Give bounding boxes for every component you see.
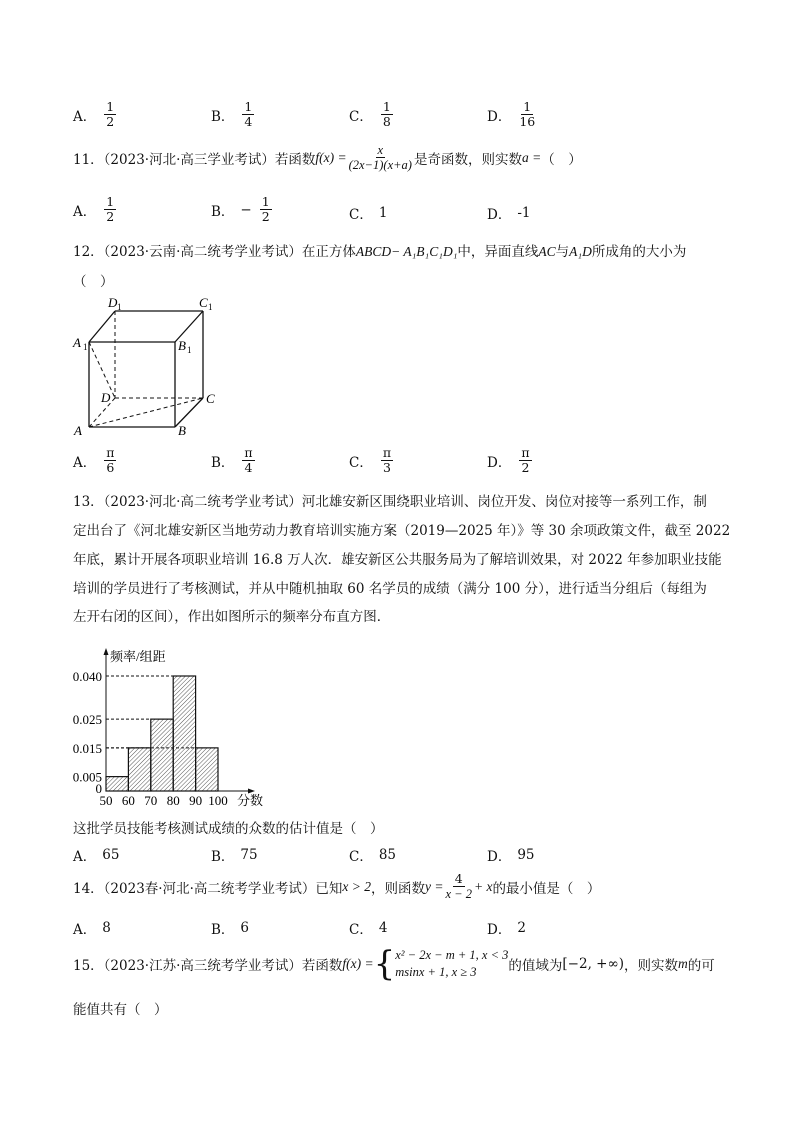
q15-line2: 能值共有（ ）	[73, 1002, 168, 1018]
option-text: 85	[378, 847, 397, 863]
q15-range: [−2, +∞)	[562, 956, 624, 972]
minus-sign: −	[240, 201, 252, 218]
option-text: 4	[378, 920, 388, 936]
option-label: B．	[211, 922, 235, 938]
fraction	[381, 446, 393, 475]
denominator: 6	[106, 460, 115, 475]
numerator: 1	[244, 99, 253, 114]
fraction	[381, 100, 393, 129]
denominator: 4	[244, 114, 253, 129]
q13-line: 13．（2023·河北·高二统考学业考试）河北雄安新区围绕职业培训、岗位开发、岗位对接等一系列工作，制	[73, 494, 707, 510]
histogram-bar	[151, 719, 173, 791]
y-axis-arrow	[104, 648, 109, 655]
numerator: x	[377, 143, 384, 157]
line-ac: AC	[538, 244, 556, 259]
numerator: 1	[106, 194, 115, 209]
left-brace: {	[373, 944, 396, 984]
y-tick-label: 0.015	[72, 740, 102, 756]
x-tick-label: 50	[99, 793, 113, 808]
q12-stem	[73, 240, 686, 260]
option-text: 1	[378, 205, 388, 221]
q11-suffix: 是奇函数，则实数	[413, 151, 522, 168]
q12-option-d[interactable]	[487, 446, 534, 475]
option-text: 6	[240, 920, 250, 936]
vertex-d1: D	[108, 295, 118, 310]
option-label: B．	[211, 108, 235, 125]
option-label: A．	[73, 203, 97, 220]
option-label: C．	[349, 454, 373, 471]
option-label: D．	[487, 922, 512, 938]
q13-line: 定出台了《河北雄安新区当地劳动力教育培训实施方案（2019—2025 年）》等 30 余项政策文件，截至 2022	[73, 523, 731, 539]
x-tick-label: 90	[189, 793, 203, 808]
fraction	[242, 100, 254, 129]
q11-option-c[interactable]	[349, 203, 387, 223]
option-label: C．	[349, 108, 373, 125]
q13-option-c[interactable]	[349, 845, 396, 865]
q10-option-a[interactable]	[73, 100, 118, 129]
vertex-a: A	[74, 423, 82, 438]
q13-option-b[interactable]	[211, 845, 258, 865]
subscript: 1	[83, 342, 88, 352]
fraction	[104, 195, 116, 224]
fraction	[519, 446, 531, 475]
q13-option-d[interactable]	[487, 845, 535, 865]
y-tick-label: 0.025	[72, 712, 102, 728]
q15-stem	[73, 944, 715, 984]
q14-function: y =	[424, 878, 444, 894]
option-text: -1	[517, 205, 531, 221]
q14-option-c[interactable]	[349, 918, 387, 938]
option-label: A．	[73, 454, 97, 471]
denominator: 2	[106, 209, 115, 224]
q11-option-a[interactable]	[73, 195, 118, 224]
q15-mid: 的值域为	[508, 958, 563, 974]
denominator: (2x−1)(x+a)	[348, 158, 412, 172]
option-text: 2	[517, 920, 526, 936]
q14-option-d[interactable]	[487, 918, 526, 938]
denominator: 8	[382, 114, 391, 129]
numerator: 1	[261, 194, 270, 209]
vertex-c: C	[206, 391, 215, 406]
q15-suffix: ，则实数	[623, 958, 678, 974]
histogram-bar	[128, 748, 150, 791]
q14-option-a[interactable]	[73, 918, 111, 938]
x-axis-label: 分数	[237, 793, 264, 808]
histogram-bar	[106, 777, 128, 791]
q15-end: 的可	[687, 958, 715, 974]
numerator: π	[521, 445, 530, 460]
case-1: x² − 2x − m + 1, x < 3	[395, 948, 509, 962]
q10-option-d[interactable]	[487, 100, 537, 129]
option-label: A．	[73, 108, 97, 125]
y-axis-label: 频率/组距	[110, 649, 166, 664]
denominator: 3	[382, 460, 391, 475]
q14-suffix: 的最小值是（ ）	[492, 880, 601, 897]
q14-prefix: 14．（2023春·河北·高二统考学业考试）已知	[73, 880, 343, 897]
q14-plus-x: + x	[473, 878, 493, 894]
option-label: D．	[487, 108, 512, 125]
q11-prefix: 11．（2023·河北·高三学业考试）若函数	[73, 151, 316, 168]
x-tick-label: 80	[166, 793, 180, 808]
q14-condition: x > 2	[342, 878, 371, 894]
subscript: 1	[187, 345, 192, 355]
piecewise	[373, 944, 509, 984]
q11-stem	[73, 143, 582, 172]
x-tick-label: 100	[208, 793, 228, 808]
subscript: 1	[208, 302, 213, 312]
option-text: 95	[517, 847, 535, 863]
option-label: B．	[211, 454, 235, 471]
option-label: A．	[73, 849, 97, 865]
cube-name: ABCD− A₁B₁C₁D₁	[355, 244, 458, 259]
q14-mid: ，则函数	[370, 880, 425, 897]
vertex-b1: B	[178, 338, 186, 353]
q15-prefix: 15．（2023·江苏·高三统考学业考试）若函数	[73, 958, 343, 974]
option-label: C．	[349, 922, 373, 938]
option-label: D．	[487, 207, 512, 223]
option-label: D．	[487, 849, 512, 865]
q13-line: 左开右闭的区间），作出如图所示的频率分布直方图．	[73, 609, 391, 625]
option-label: B．	[211, 203, 235, 220]
fraction	[242, 446, 254, 475]
denominator: x − 2	[445, 887, 472, 901]
vertex-b: B	[178, 423, 186, 438]
q15-function: f(x) =	[342, 956, 374, 971]
q13-line: 培训的学员进行了考核测试，并从中随机抽取 60 名学员的成绩（满分 100 分），进行适当分组后（每组为	[73, 581, 707, 597]
q12-option-c[interactable]	[349, 446, 395, 475]
denominator: 16	[519, 114, 536, 129]
case-2: msinx + 1, x ≥ 3	[395, 965, 477, 979]
q12-end: 所成角的大小为	[591, 244, 687, 260]
numerator: π	[382, 445, 392, 460]
q13-line: 年底，累计开展各项职业培训 16.8 万人次．雄安新区公共服务局为了解培训效果，对 2022 年参加职业技能	[73, 552, 722, 568]
q14-fraction	[445, 872, 471, 901]
q12-mid: 中，异面直线	[457, 244, 539, 260]
x-tick-label: 70	[144, 793, 158, 808]
subscript: 1	[117, 302, 122, 312]
y-tick-label: 0	[95, 781, 102, 796]
answer-blank: （ ）	[541, 151, 582, 168]
edge-a1d1	[89, 311, 115, 342]
vertex-c1: C	[199, 295, 208, 310]
answer-blank: （ ）	[73, 274, 114, 290]
q12-prefix: 12．（2023·云南·高二统考学业考试）在正方体	[73, 244, 356, 260]
histogram-bar	[173, 676, 195, 791]
q13-option-a[interactable]	[73, 845, 119, 865]
q11-option-d[interactable]	[487, 203, 530, 223]
q12-and: 与	[555, 244, 570, 260]
option-text: 75	[240, 847, 258, 863]
q11-fraction	[349, 143, 412, 172]
option-label: B．	[211, 849, 235, 865]
q14-option-b[interactable]	[211, 918, 249, 938]
q11-function: f(x) =	[315, 149, 347, 165]
option-label: A．	[73, 922, 97, 938]
line-a1d: A₁D	[569, 244, 592, 259]
fraction	[104, 446, 116, 475]
option-text: 65	[102, 847, 120, 863]
vertex-d: D	[101, 390, 111, 405]
x-tick-label: 60	[121, 793, 135, 808]
fraction	[260, 195, 272, 224]
numerator: 1	[106, 99, 115, 114]
option-label: C．	[349, 207, 373, 223]
numerator: 1	[382, 99, 391, 114]
numerator: 1	[523, 99, 532, 114]
numerator: π	[244, 445, 253, 460]
histogram-bar	[196, 748, 218, 791]
denominator: 2	[261, 209, 270, 224]
numerator: π	[106, 445, 115, 460]
q12-option-a[interactable]	[73, 446, 118, 475]
fraction	[104, 100, 116, 129]
y-tick-label: 0.005	[72, 769, 102, 785]
vertex-a1: A	[73, 335, 81, 350]
option-label: D．	[487, 454, 512, 471]
q11-variable: a =	[521, 149, 542, 165]
q11-option-b[interactable]	[211, 195, 274, 224]
fraction	[519, 100, 535, 129]
denominator: 4	[244, 460, 253, 475]
q10-option-b[interactable]	[211, 100, 256, 129]
q10-option-c[interactable]	[349, 100, 395, 129]
option-text: 8	[102, 920, 111, 936]
option-label: C．	[349, 849, 373, 865]
q12-option-b[interactable]	[211, 446, 257, 475]
denominator: 2	[521, 460, 530, 475]
y-tick-label: 0.040	[72, 669, 102, 684]
q14-stem	[73, 872, 600, 901]
numerator: 4	[454, 871, 463, 886]
q13-question: 这批学员技能考核测试成绩的众数的估计值是（ ）	[73, 821, 384, 837]
denominator: 2	[106, 114, 115, 129]
frequency-histogram	[60, 640, 290, 815]
q15-variable: m	[677, 956, 688, 971]
cube-figure	[60, 290, 240, 440]
